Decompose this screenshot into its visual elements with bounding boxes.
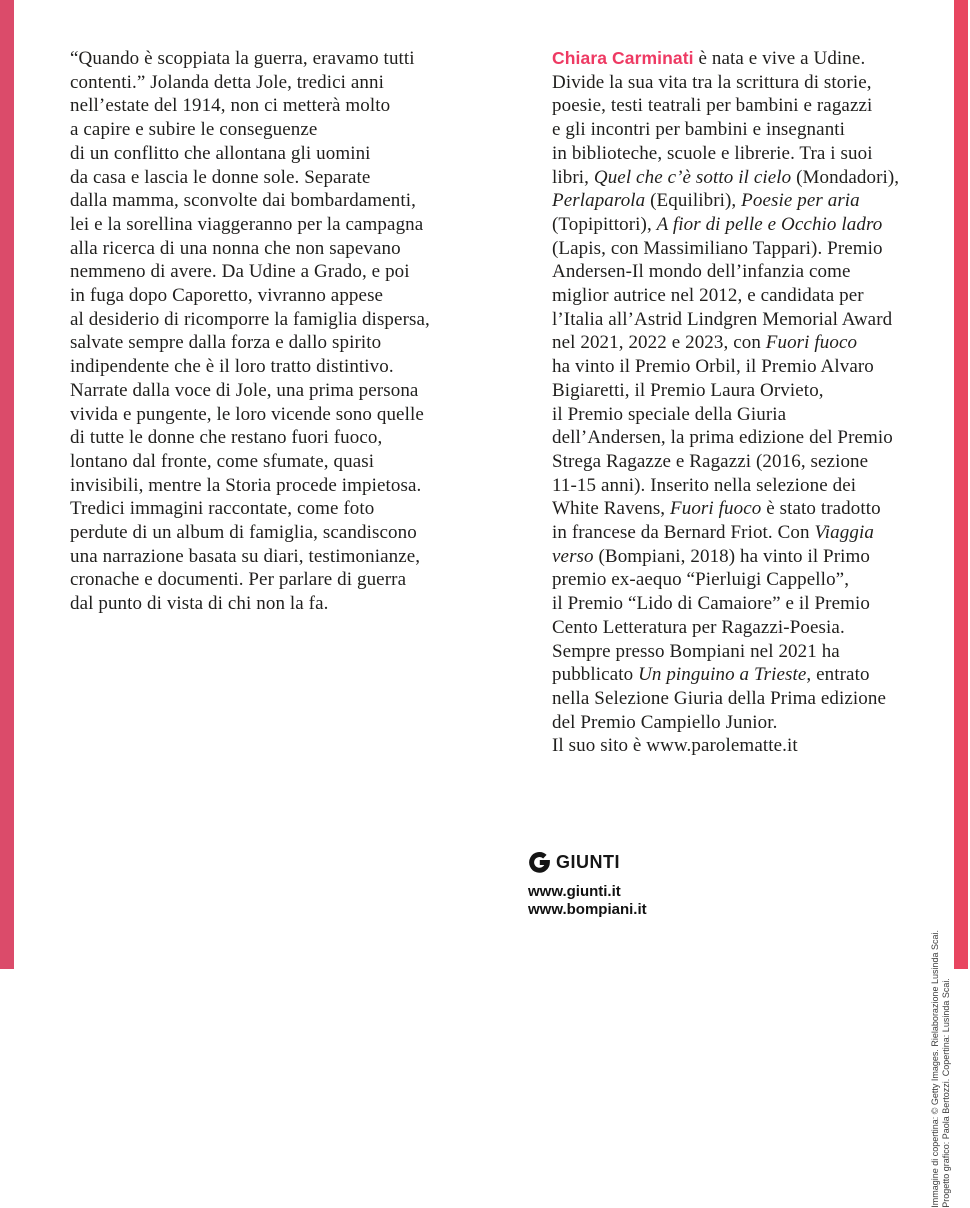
text-line: salvate sempre dalla forza e dallo spirito [70, 332, 382, 354]
text-line: (Topipittori), A fior di pelle e Occhio ladro [552, 213, 883, 235]
text-line: a capire e subire le conseguenze [70, 119, 318, 141]
text-line: e gli incontri per bambini e insegnanti [552, 119, 846, 141]
text-line: Cento Letteratura per Ragazzi-Poesia. [552, 616, 845, 638]
text-line: da casa e lascia le donne sole. Separate [70, 166, 371, 188]
text-line: invisibili, mentre la Storia procede impietosa. [70, 474, 422, 496]
text-line: di tutte le donne che restano fuori fuoco, [70, 427, 383, 449]
text-line: Tredici immagini raccontate, come foto [70, 498, 375, 520]
text-line: in fuga dopo Caporetto, vivranno appese [70, 285, 384, 307]
text-line: vivida e pungente, le loro vicende sono quelle [70, 403, 424, 425]
text-line: il Premio “Lido di Camaiore” e il Premio [552, 593, 870, 615]
left-edge-strip [0, 0, 14, 969]
text-line: il Premio speciale della Giuria [552, 403, 787, 425]
text-line: miglior autrice nel 2012, e candidata per [552, 285, 864, 307]
text-line: premio ex-aequo “Pierluigi Cappello”, [552, 569, 850, 591]
text-line: cronache e documenti. Per parlare di guerra [70, 569, 407, 591]
text-line: alla ricerca di una nonna che non sapevano [70, 237, 401, 259]
text-line: lontano dal fronte, come sfumate, quasi [70, 450, 375, 472]
text-line: del Premio Campiello Junior. [552, 711, 778, 733]
publisher-url-giunti: www.giunti.it [528, 883, 621, 900]
credits-line-2: Progetto grafico: Paola Bertozzi. Copertina: Lusinda Scai. [941, 978, 951, 1208]
publisher-url-bompiani: www.bompiani.it [528, 901, 647, 918]
text-line: nel 2021, 2022 e 2023, con Fuori fuoco [552, 332, 858, 354]
text-line: l’Italia all’Astrid Lindgren Memorial Award [552, 308, 893, 330]
left-column [70, 47, 480, 616]
text-line: Andersen-Il mondo dell’infanzia come [552, 261, 851, 283]
text-line: contenti.” Jolanda detta Jole, tredici anni [70, 71, 384, 93]
text-line: in francese da Bernard Friot. Con Viaggia [552, 522, 874, 544]
text-line: White Ravens, Fuori fuoco è stato tradotto [552, 498, 881, 520]
text-line: Chiara Carminati è nata e vive a Udine. [552, 48, 866, 69]
text-line: in biblioteche, scuole e librerie. Tra i suoi [552, 142, 873, 164]
text-line: poesie, testi teatrali per bambini e ragazzi [552, 95, 873, 117]
text-line: (Lapis, con Massimiliano Tappari). Premio [552, 237, 883, 259]
text-line: dell’Andersen, la prima edizione del Premio [552, 427, 893, 449]
text-line: lei e la sorellina viaggeranno per la campagna [70, 213, 424, 235]
text-line: Sempre presso Bompiani nel 2021 ha [552, 640, 840, 662]
text-line: Perlaparola (Equilibri), Poesie per aria [552, 190, 860, 212]
text-line: dal punto di vista di chi non la fa. [70, 593, 329, 615]
text-line: pubblicato Un pinguino a Trieste, entrato [552, 664, 870, 686]
text-line: verso (Bompiani, 2018) ha vinto il Primo [552, 545, 871, 567]
text-line: Narrate dalla voce di Jole, una prima persona [70, 379, 419, 401]
right-column [552, 47, 932, 758]
publisher-block [528, 851, 647, 919]
text-line: dalla mamma, sconvolte dai bombardamenti, [70, 190, 416, 212]
text-line: 11-15 anni). Inserito nella selezione dei [552, 474, 857, 496]
author-name: Chiara Carminati [552, 48, 694, 68]
text-line: nemmeno di avere. Da Udine a Grado, e poi [70, 261, 410, 283]
text-line: Bigiaretti, il Premio Laura Orvieto, [552, 379, 824, 401]
text-line: “Quando è scoppiata la guerra, eravamo tutti [70, 48, 415, 69]
text-line: una narrazione basata su diari, testimonianze, [70, 545, 421, 567]
text-line: ha vinto il Premio Orbil, il Premio Alvaro [552, 356, 874, 378]
text-line: nell’estate del 1914, non ci metterà molto [70, 95, 391, 117]
text-line: di un conflitto che allontana gli uomini [70, 142, 371, 164]
text-line: perdute di un album di famiglia, scandiscono [70, 522, 417, 544]
publisher-name: GIUNTI [556, 852, 620, 872]
right-edge-strip [954, 0, 968, 969]
text-line: Divide la sua vita tra la scrittura di storie, [552, 71, 872, 93]
text-line: libri, Quel che c’è sotto il cielo (Mondadori), [552, 166, 900, 188]
text-line: Strega Ragazze e Ragazzi (2016, sezione [552, 450, 869, 472]
text-line: Il suo sito è www.parolematte.it [552, 735, 798, 757]
text-line: nella Selezione Giuria della Prima edizione [552, 687, 887, 709]
giunti-logo [528, 851, 647, 874]
credits-line-1: Immagine di copertina: © Getty Images. Rielaborazione Lusinda Scai. [930, 930, 940, 1208]
text-line: indipendente che è il loro tratto distintivo. [70, 356, 394, 378]
text-line: al desiderio di ricomporre la famiglia dispersa, [70, 308, 430, 330]
cover-credits [930, 930, 952, 1208]
giunti-g-icon [528, 851, 551, 874]
